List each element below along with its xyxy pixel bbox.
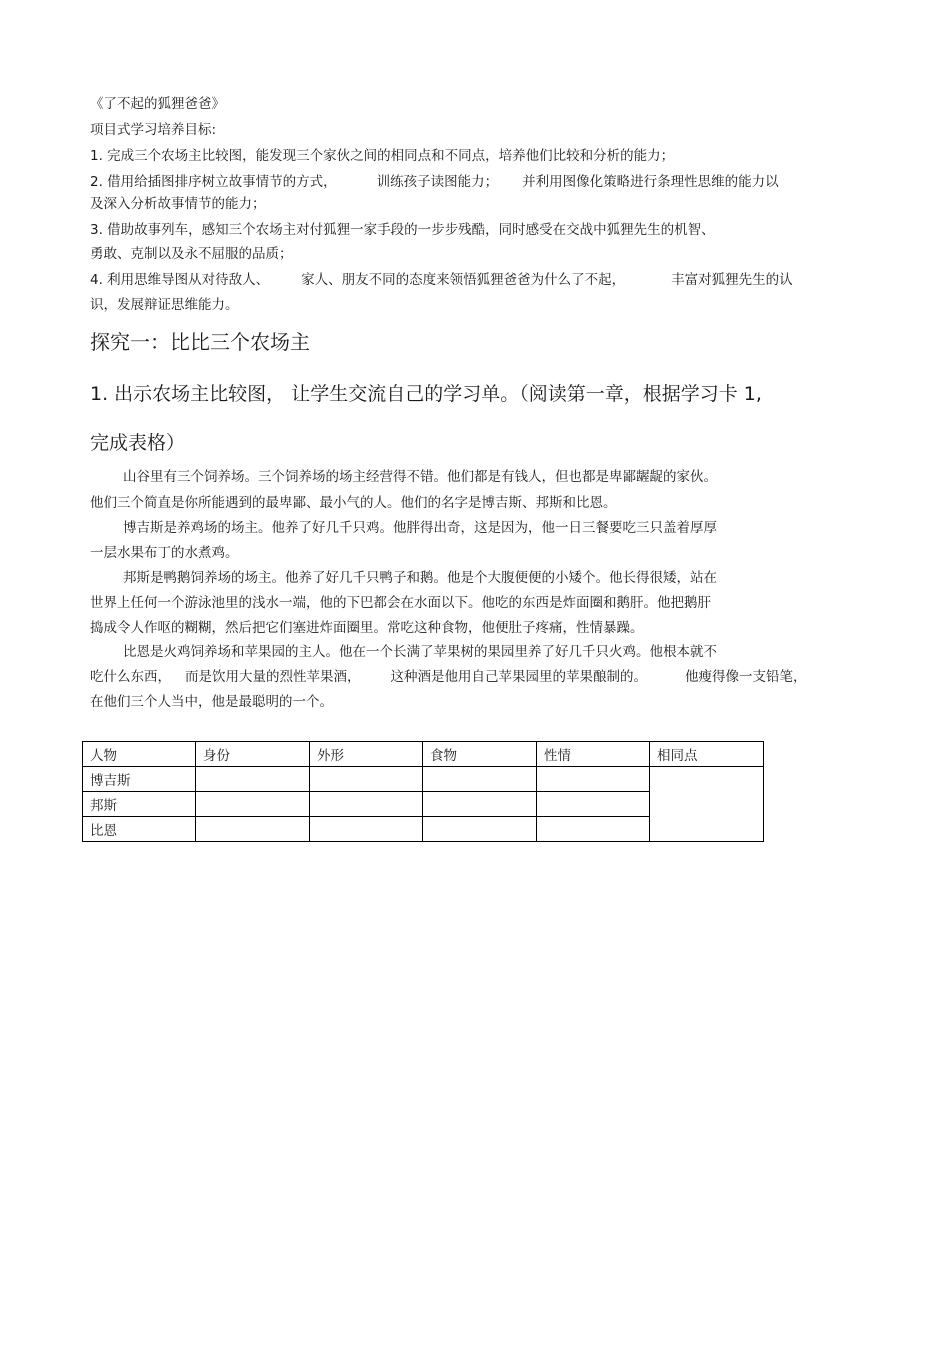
goal-2-part-b: 训练孩子读图能力； xyxy=(376,174,499,190)
table-row xyxy=(83,767,764,792)
empty-cell[interactable] xyxy=(423,792,537,817)
goals-heading: 项目式学习培养目标: xyxy=(90,122,217,138)
story-p4-part-b: 吃什么东西， xyxy=(90,669,171,685)
goal-4-line-2: 识，发展辩证思维能力。 xyxy=(90,297,239,313)
task-1-line-2: 完成表格） xyxy=(90,432,186,454)
empty-cell[interactable] xyxy=(196,767,310,792)
story-p3-line-3: 捣成令人作呕的糊糊，然后把它们塞进炸面圈里。常吃这种食物，他便肚子疼痛，性情暴躁。 xyxy=(90,620,644,636)
comparison-table xyxy=(82,741,764,842)
header-cell: 人物 xyxy=(83,742,196,767)
empty-cell[interactable] xyxy=(310,817,423,842)
story-p4-part-e: 他瘦得像一支铅笔， xyxy=(685,669,807,685)
story-p4-line-3: 在他们三个人当中，他是最聪明的一个。 xyxy=(90,694,333,710)
empty-cell[interactable] xyxy=(196,817,310,842)
story-p1-line-1: 山谷里有三个饲养场。三个饲养场的场主经营得不错。他们都是有钱人，但也都是卑鄙龌龊的家伙。 xyxy=(123,469,717,485)
story-p1-line-2: 他们三个简直是你所能遇到的最卑鄙、最小气的人。他们的名字是博吉斯、邦斯和比恩。 xyxy=(90,495,617,511)
empty-cell[interactable] xyxy=(310,792,423,817)
doc-title: 《了不起的狐狸爸爸》 xyxy=(90,96,225,112)
story-p2-line-2: 一层水果布丁的水煮鸡。 xyxy=(90,545,239,561)
goal-3-line-2: 勇敢、克制以及永不屈服的品质； xyxy=(90,246,293,262)
empty-cell[interactable] xyxy=(196,792,310,817)
story-p4-line-1: 比恩是火鸡饲养场和苹果园的主人。他在一个长满了苹果树的果园里养了好几千只火鸡。他根本就不 xyxy=(123,644,717,660)
story-p2-line-1: 博吉斯是养鸡场的场主。他养了好几千只鸡。他胖得出奇，这是因为，他一日三餐要吃三只盖着厚厚 xyxy=(123,520,717,536)
goal-2-line-1 xyxy=(90,173,779,191)
story-p4-line-2 xyxy=(90,668,807,686)
goal-4-line-1 xyxy=(90,271,793,289)
goal-2-line-2: 及深入分析故事情节的能力； xyxy=(90,196,266,212)
goal-1: 1. 完成三个农场主比较图，能发现三个家伙之间的相同点和不同点，培养他们比较和分析的能力； xyxy=(90,148,675,164)
task-1-line-1: 1. 出示农场主比较图， 让学生交流自己的学习单。（阅读第一章，根据学习卡 1, xyxy=(90,383,762,405)
row-label-cell: 比恩 xyxy=(83,817,196,842)
goal-4-part-c: 丰富对狐狸先生的认 xyxy=(671,272,793,288)
story-p4-part-d: 这种酒是他用自己苹果园里的苹果酿制的。 xyxy=(390,669,647,685)
header-cell: 食物 xyxy=(423,742,537,767)
empty-cell[interactable] xyxy=(423,817,537,842)
goal-3-line-1: 3. 借助故事列车，感知三个农场主对付狐狸一家手段的一步步残酷，同时感受在交战中狐狸先生的机智、 xyxy=(90,222,715,238)
header-cell: 外形 xyxy=(310,742,423,767)
goal-4-part-b: 家人、朋友不同的态度来领悟狐狸爸爸为什么了不起， xyxy=(301,272,626,288)
row-label-cell: 博吉斯 xyxy=(83,767,196,792)
section-heading-1: 探究一：比比三个农场主 xyxy=(90,330,310,354)
empty-cell[interactable] xyxy=(423,767,537,792)
empty-cell[interactable] xyxy=(537,767,650,792)
goal-2-part-c: 并利用图像化策略进行条理性思维的能力以 xyxy=(522,174,779,190)
goal-2-part-a: 2. 借用给插图排序树立故事情节的方式， xyxy=(90,174,337,190)
story-p3-line-2: 世界上任何一个游泳池里的浅水一端，他的下巴都会在水面以下。他吃的东西是炸面圈和鹅肝。他把鹅肝 xyxy=(90,595,711,611)
empty-cell[interactable] xyxy=(537,792,650,817)
empty-cell[interactable] xyxy=(537,817,650,842)
common-points-cell[interactable] xyxy=(650,767,764,842)
story-p3-line-1: 邦斯是鸭鹅饲养场的场主。他养了好几千只鸭子和鹅。他是个大腹便便的小矮个。他长得很矮，站在 xyxy=(123,570,717,586)
story-p4-part-c: 而是饮用大量的烈性苹果酒， xyxy=(185,669,361,685)
header-cell: 相同点 xyxy=(650,742,764,767)
empty-cell[interactable] xyxy=(310,767,423,792)
header-cell: 身份 xyxy=(196,742,310,767)
row-label-cell: 邦斯 xyxy=(83,792,196,817)
header-cell: 性情 xyxy=(537,742,650,767)
goal-4-part-a: 4. 利用思维导图从对待敌人、 xyxy=(90,272,270,288)
table-header-row xyxy=(83,742,764,767)
